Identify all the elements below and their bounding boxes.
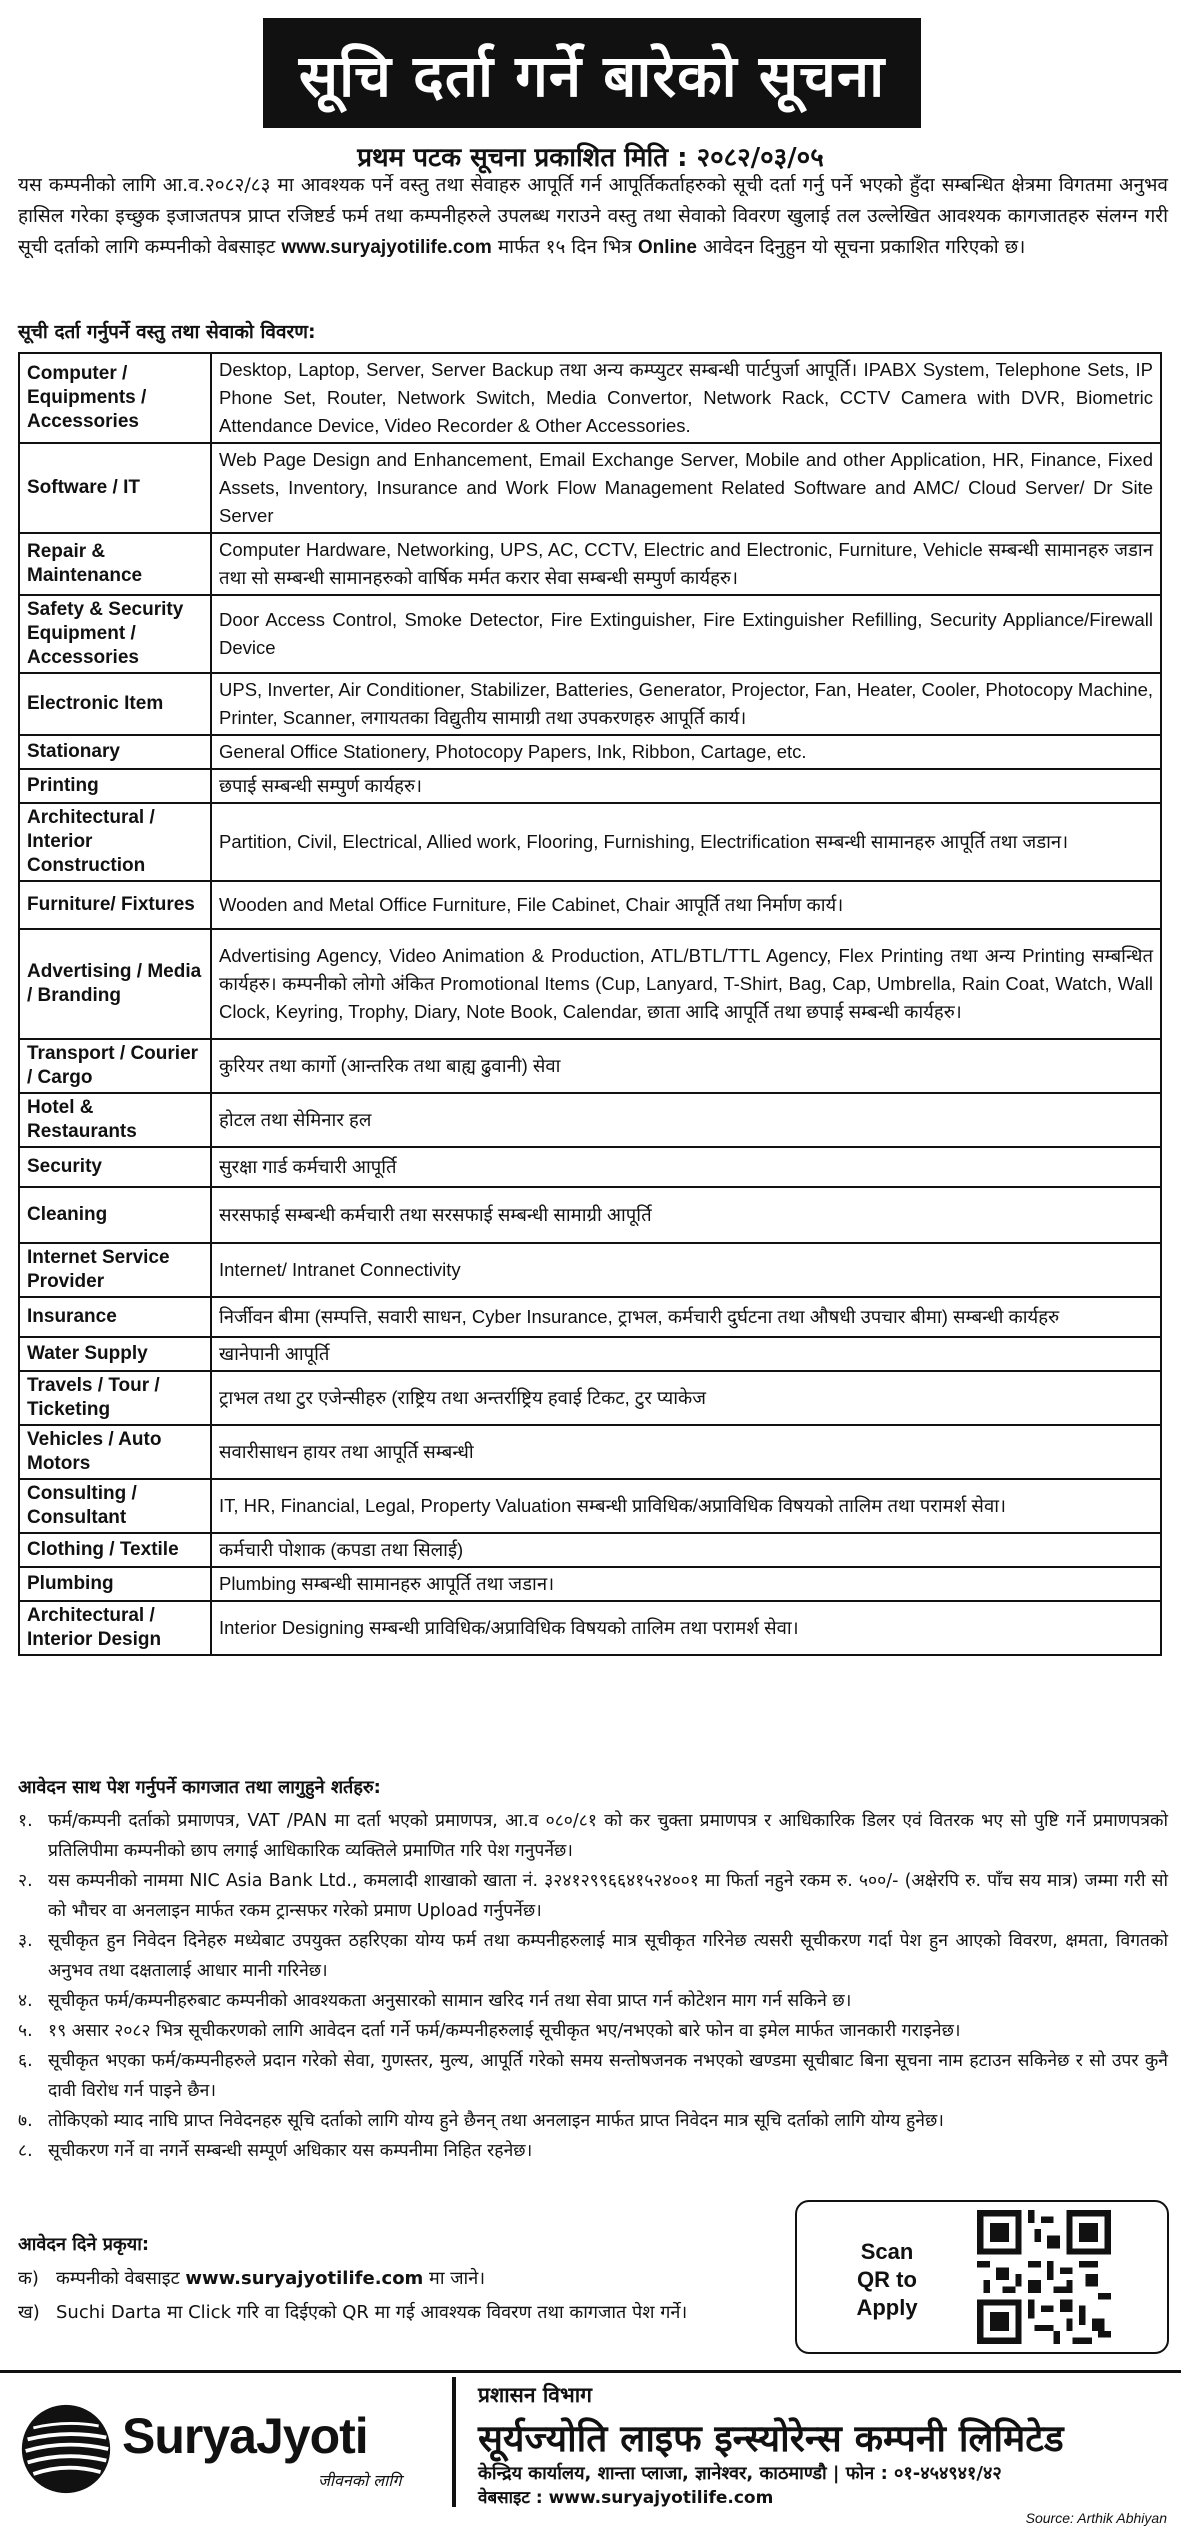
table-row [19, 881, 1161, 929]
table-row [19, 1601, 1161, 1655]
brand-tagline: जीवनको लागि [318, 2471, 402, 2490]
table-row [19, 533, 1161, 595]
term-item [18, 1866, 1168, 1926]
term-number: ३. [18, 1931, 33, 1951]
procedure-list [18, 2262, 788, 2330]
logo [18, 2393, 438, 2503]
term-text: सूचीकृत भएका फर्म/कम्पनीहरुले प्रदान गरेको सेवा, गुणस्तर, मुल्य, आपूर्ति गरेको समय सन्तोषजनक नभएको खण्डमा सूचीबाट बिना सूचना नाम हटाउन सकिनेछ र सो उपर कुनै दावी विरोध गर्न पाइने छैन। [48, 2051, 1168, 2101]
department: प्रशासन विभाग [478, 2383, 592, 2407]
item-category: Computer / Equipments / Accessories [19, 353, 211, 443]
item-description: Interior Designing सम्बन्धी प्राविधिक/अप्राविधिक विषयको तालिम तथा परामर्श सेवा। [211, 1601, 1161, 1655]
item-description: निर्जीवन बीमा (सम्पत्ति, सवारी साधन, Cyber Insurance, ट्राभल, कर्मचारी दुर्घटना तथा औषधी उपचार बीमा) सम्बन्धी कार्यहरु [211, 1297, 1161, 1337]
procedure-number: क) [18, 2268, 39, 2289]
terms-list [18, 1806, 1168, 2166]
term-item [18, 1806, 1168, 1866]
procedure-text-before: Suchi Darta मा Click गरि वा दिईएको QR मा गई आवश्यक विवरण तथा कागजात पेश गर्ने। [56, 2302, 688, 2323]
term-item [18, 1986, 1168, 2016]
term-number: ४. [18, 1991, 33, 2011]
intro-text-1: यस कम्पनीको लागि आ.व.२०८२/८३ मा आवश्यक पर्ने वस्तु तथा सेवाहरु आपूर्ति गर्न आपूर्तिकर्ताहरुको सूची दर्ता गर्नु पर्ने भएकोे हुँदा सम्बन्धित क्षेत्रमा विगतमा अनुभव हासिल गरेका इच्छुक इजाजतपत्र प्राप्त रजिष्टर्ड फर्म तथा कम्पनीहरुले उपलब्ध गराउने वस्तु तथा सेवाको विवरण खुलाई तल उल्लेखित आवश्यक कागजातहरु संलग्न गरी सूची दर्ताको लागि कम्पनीको वेबसाइट [18, 174, 1168, 258]
item-category: Internet Service Provider [19, 1243, 211, 1297]
term-text: १९ असार २०८२ भित्र सूचीकरणको लागि आवेदन दर्ता गर्ने फर्म/कम्पनीहरुलाई सूचीकृत भए/नभएको बारे फोन वा इमेल मार्फत जानकारी गराइनेछ। [48, 2021, 961, 2041]
item-description: Partition, Civil, Electrical, Allied work, Flooring, Furnishing, Electrification सम्बन्धी सामानहरु आपूर्ति तथा जडान। [211, 803, 1161, 881]
table-row [19, 1479, 1161, 1533]
table-row [19, 1243, 1161, 1297]
item-description: General Office Stationery, Photocopy Papers, Ink, Ribbon, Cartage, etc. [211, 735, 1161, 769]
item-category: Printing [19, 769, 211, 803]
term-item [18, 1926, 1168, 1986]
suryajyoti-globe-icon [18, 2401, 114, 2497]
intro-online: Online [637, 237, 697, 258]
term-item [18, 2046, 1168, 2106]
term-item [18, 2016, 1168, 2046]
item-category: Security [19, 1147, 211, 1187]
qr-label-line1: Scan [860, 2239, 914, 2264]
item-category: Software / IT [19, 443, 211, 533]
item-description: Desktop, Laptop, Server, Server Backup तथा अन्य कम्प्युटर सम्बन्धी पार्टपुर्जा आपूर्ति। IPABX System, Telephone Sets, IP Phone Set, Router, Network Switch, Media Convertor, Network Rack, CCTV Camera with DVR, Biometric Attendance Device, Video Recorder & Other Accessories. [211, 353, 1161, 443]
intro-website-link[interactable]: www.suryajyotilife.com [281, 237, 492, 258]
table-row [19, 1147, 1161, 1187]
table-row [19, 443, 1161, 533]
term-text: सूचीकृत फर्म/कम्पनीहरुबाट कम्पनीको आवश्यकता अनुसारको सामान खरिद गर्न तथा सेवा प्राप्त गर्न कोटेशन माग गर्न सकिने छ। [48, 1991, 852, 2011]
table-row [19, 1533, 1161, 1567]
source-credit: Source: Arthik Abhiyan [1025, 2510, 1167, 2526]
item-category: Clothing / Textile [19, 1533, 211, 1567]
intro-text-3: आवेदन दिनुहुन यो सूचना प्रकाशित गरिएको छ। [696, 236, 1026, 258]
item-description: कुरियर तथा कार्गो (आन्तरिक तथा बाह्य ढुवानी) सेवा [211, 1039, 1161, 1093]
table-row [19, 1093, 1161, 1147]
term-number: २. [18, 1871, 33, 1891]
table-row [19, 803, 1161, 881]
procedure-step [18, 2296, 788, 2330]
company-name: सूर्यज्योति लाइफ इन्स्योरेन्स कम्पनी लिमिटेड [478, 2417, 1064, 2460]
item-category: Consulting / Consultant [19, 1479, 211, 1533]
table-row [19, 1337, 1161, 1371]
qr-code-icon[interactable] [977, 2210, 1111, 2344]
item-description: सवारीसाधन हायर तथा आपूर्ति सम्बन्धी [211, 1425, 1161, 1479]
term-item [18, 2136, 1168, 2166]
item-category: Vehicles / Auto Motors [19, 1425, 211, 1479]
qr-label-line2: QR to Apply [856, 2267, 918, 2320]
table-row [19, 1425, 1161, 1479]
item-description: UPS, Inverter, Air Conditioner, Stabilizer, Batteries, Generator, Projector, Fan, Heater, Cooler, Photocopy Machine, Printer, Scanner, लगायतका विद्युतीय सामाग्री तथा उपकरणहरु आपूर्ति कार्य। [211, 673, 1161, 735]
item-category: Advertising / Media / Branding [19, 929, 211, 1039]
table-row [19, 929, 1161, 1039]
item-description: IT, HR, Financial, Legal, Property Valuation सम्बन्धी प्राविधिक/अप्राविधिक विषयको तालिम तथा परामर्श सेवा। [211, 1479, 1161, 1533]
item-description: Wooden and Metal Office Furniture, File Cabinet, Chair आपूर्ति तथा निर्माण कार्य। [211, 881, 1161, 929]
qr-box [795, 2200, 1169, 2354]
item-category: Furniture/ Fixtures [19, 881, 211, 929]
table-row [19, 1567, 1161, 1601]
procedure-number: ख) [18, 2302, 40, 2323]
table-heading: सूची दर्ता गर्नुपर्ने वस्तु तथा सेवाको विवरण: [18, 321, 316, 343]
term-number: ८. [18, 2141, 33, 2161]
brand-name: SuryaJyoti [122, 2408, 368, 2464]
item-category: Stationary [19, 735, 211, 769]
term-number: ६. [18, 2051, 33, 2071]
item-description: खानेपानी आपूर्ति [211, 1337, 1161, 1371]
item-description: सुरक्षा गार्ड कर्मचारी आपूर्ति [211, 1147, 1161, 1187]
table-row [19, 1187, 1161, 1243]
item-category: Hotel & Restaurants [19, 1093, 211, 1147]
term-number: ५. [18, 2021, 33, 2041]
term-text: सूचीकृत हुन निवेदन दिनेहरु मध्येबाट उपयुक्त ठहरिएका योग्य फर्म तथा कम्पनीहरुलाई मात्र सूचीकृत गरिनेछ त्यसरी सूचीकरण गर्दा पेश हुन आएको विवरण, क्षमता, विगतको अनुभव तथा दक्षतालाई आधार मानी गरिनेछ। [48, 1931, 1168, 1981]
item-description: होटल तथा सेमिनार हल [211, 1093, 1161, 1147]
item-category: Travels / Tour / Ticketing [19, 1371, 211, 1425]
table-row [19, 1297, 1161, 1337]
company-address: केन्द्रिय कार्यालय, शान्ता प्लाजा, ज्ञानेश्वर, काठमाण्डौ | फोन : ०१-४५४९४१/४२ [478, 2463, 1002, 2484]
term-text: सूचीकरण गर्ने वा नगर्ने सम्बन्धी सम्पूर्ण अधिकार यस कम्पनीमा निहित रहनेछ। [48, 2141, 533, 2161]
item-description: छपाई सम्बन्धी सम्पुर्ण कार्यहरु। [211, 769, 1161, 803]
procedure-text-before: कम्पनीको वेबसाइट [56, 2268, 186, 2289]
item-category: Electronic Item [19, 673, 211, 735]
term-text: तोकिएको म्याद नाघि प्राप्त निवेदनहरु सूचि दर्ताको लागि योग्य हुने छैनन् तथा अनलाइन मार्फत प्राप्त निवेदन मात्र सूचि दर्ताको लागि योग्य हुनेछ। [48, 2111, 944, 2131]
item-description: कर्मचारी पोशाक (कपडा तथा सिलाई) [211, 1533, 1161, 1567]
table-row [19, 735, 1161, 769]
intro-paragraph [18, 170, 1168, 263]
procedure-text-after: मा जाने। [423, 2268, 486, 2289]
term-text: यस कम्पनीको नाममा NIC Asia Bank Ltd., कमलादी शाखाको खाता नं. ३२४१२९९६६४१५२४००१ मा फिर्ता नहुने रकम रु. ५००/- (अक्षेरपि रु. पाँच सय मात्र) जम्मा गरी सो को भौचर वा अनलाइन मार्फत रकम ट्रान्सफर गरेको प्रमाण Upload गर्नुपर्नेछ। [48, 1871, 1168, 1921]
notice-title: सूचि दर्ता गर्ने बारेको सूचना [263, 18, 921, 128]
item-description: ट्राभल तथा टुर एजेन्सीहरु (राष्ट्रिय तथा अन्तर्राष्ट्रिय हवाई टिकट, टुर प्याकेज [211, 1371, 1161, 1425]
item-category: Cleaning [19, 1187, 211, 1243]
term-number: १. [18, 1811, 33, 1831]
footer [0, 2370, 1181, 2513]
procedure-heading: आवेदन दिने प्रकृया: [18, 2234, 150, 2255]
term-item [18, 2106, 1168, 2136]
item-description: Computer Hardware, Networking, UPS, AC, CCTV, Electric and Electronic, Furniture, Vehicle सम्बन्धी सामानहरु जडान तथा सो सम्बन्धी सामानहरुको वार्षिक मर्मत करार सेवा सम्बन्धी सम्पुर्ण कार्यहरु। [211, 533, 1161, 595]
table-row [19, 595, 1161, 673]
items-table [18, 352, 1162, 1656]
item-category: Architectural / Interior Design [19, 1601, 211, 1655]
term-text: फर्म/कम्पनी दर्ताको प्रमाणपत्र, VAT /PAN मा दर्ता भएको प्रमाणपत्र, आ.व ०८०/८१ को कर चुक्ता प्रमाणपत्र र आधिकारिक डिलर एवं वितरक भए सो पुष्टि गर्ने प्रमाणपत्रको प्रतिलिपीमा कम्पनीको छाप लगाई आधिकारिक व्यक्तिले प्रमाणित गरि पेश गनुपर्नेछ। [48, 1811, 1168, 1861]
item-description: Plumbing सम्बन्धी सामानहरु आपूर्ति तथा जडान। [211, 1567, 1161, 1601]
footer-divider [452, 2377, 456, 2507]
item-description: Advertising Agency, Video Animation & Production, ATL/BTL/TTL Agency, Flex Printing तथा अन्य Printing सम्बन्धित कार्यहरु। कम्पनीको लोगो अंकित Promotional Items (Cup, Lanyard, T-Shirt, Bag, Cap, Umbrella, Rain Coat, Watch, Wall Clock, Keyring, Trophy, Diary, Note Book, Calendar, छाता आदि आपूर्ति तथा छपाई सम्बन्धी कार्यहरु। [211, 929, 1161, 1039]
item-category: Water Supply [19, 1337, 211, 1371]
item-category: Architectural / Interior Construction [19, 803, 211, 881]
table-row [19, 769, 1161, 803]
table-row [19, 1039, 1161, 1093]
procedure-step [18, 2262, 788, 2296]
item-category: Plumbing [19, 1567, 211, 1601]
item-description: सरसफाई सम्बन्धी कर्मचारी तथा सरसफाई सम्बन्धी सामाग्री आपूर्ति [211, 1187, 1161, 1243]
published-date: प्रथम पटक सूचना प्रकाशित मिति : २०८२/०३/०५ [357, 143, 824, 173]
company-website[interactable]: वेबसाइट : www.suryajyotilife.com [478, 2488, 774, 2508]
item-description: Internet/ Intranet Connectivity [211, 1243, 1161, 1297]
item-category: Repair & Maintenance [19, 533, 211, 595]
item-category: Transport / Courier / Cargo [19, 1039, 211, 1093]
table-row [19, 673, 1161, 735]
table-row [19, 1371, 1161, 1425]
item-category: Safety & Security Equipment / Accessories [19, 595, 211, 673]
terms-heading: आवेदन साथ पेश गर्नुपर्ने कागजात तथा लागुहुने शर्तहरु: [18, 1777, 381, 1798]
intro-text-2: मार्फत १५ दिन भित्र [491, 236, 638, 258]
qr-label [827, 2238, 947, 2322]
item-description: Web Page Design and Enhancement, Email Exchange Server, Mobile and other Application, HR, Finance, Fixed Assets, Inventory, Insurance and Work Flow Management Related Software and AMC/ Cloud Server/ Dr Site Server [211, 443, 1161, 533]
item-description: Door Access Control, Smoke Detector, Fire Extinguisher, Fire Extinguisher Refilling, Security Appliance/Firewall Device [211, 595, 1161, 673]
item-category: Insurance [19, 1297, 211, 1337]
procedure-link[interactable]: www.suryajyotilife.com [185, 2268, 424, 2289]
table-row [19, 353, 1161, 443]
term-number: ७. [18, 2111, 33, 2131]
